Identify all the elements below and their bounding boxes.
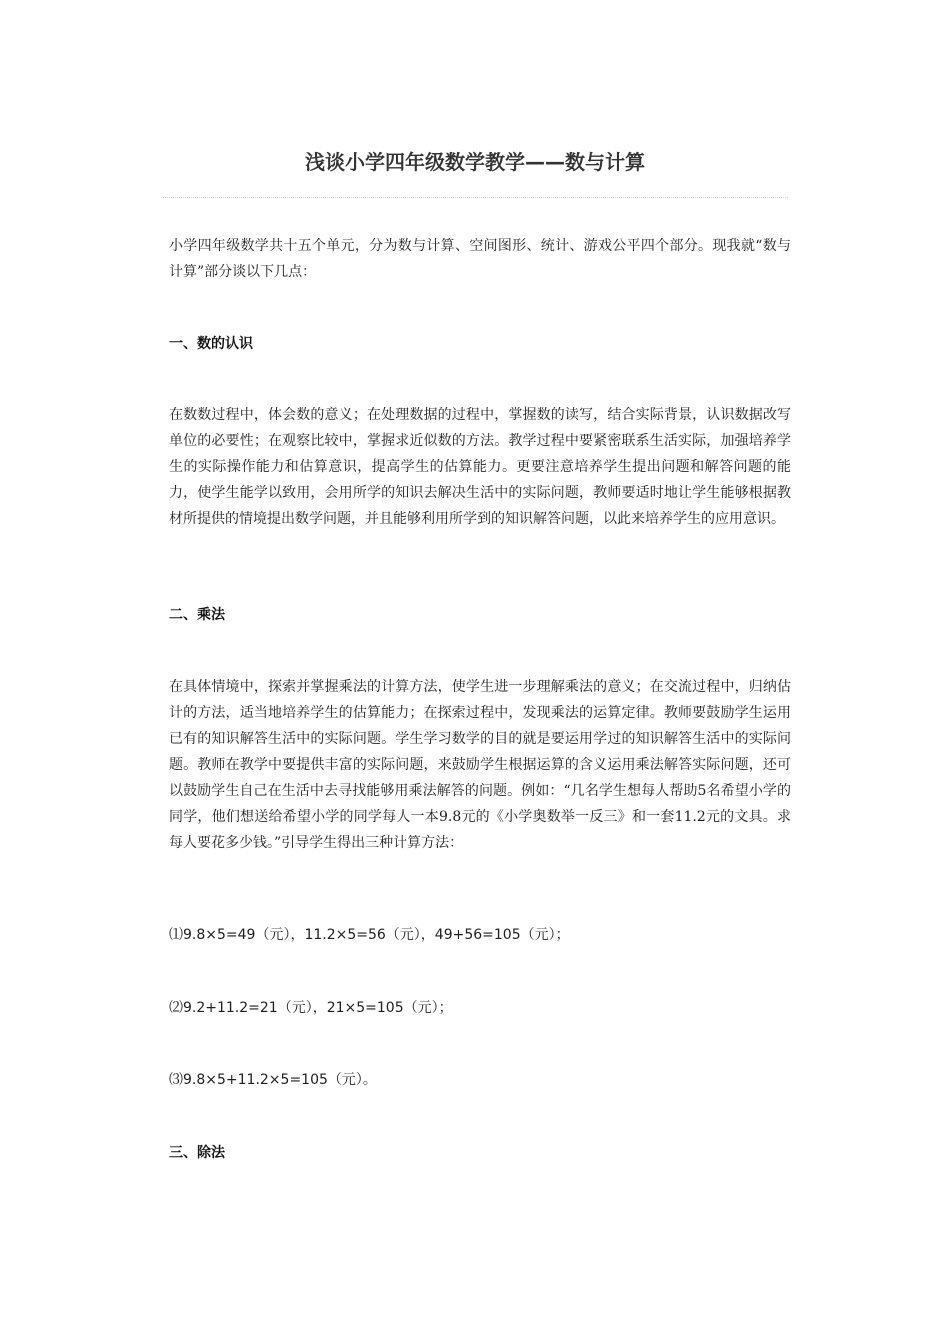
section-body-multiplication: 在具体情境中，探索并掌握乘法的计算方法，使学生进一步理解乘法的意义；在交流过程中，归纳估计的方法，适当地培养学生的估算能力；在探索过程中，发现乘法的运算定律。教师要鼓励学生运用已有的知识解答生活中的实际问题。学生学习数学的目的就是要运用学过的知识解答生活中的实际问题。教师在教学中要提供丰富的实际问题，来鼓励学生根据运算的含义运用乘法解答实际问题，还可以鼓励学生自己在生活中去寻找能够用乘法解答的问题。例如：“几名学生想每人帮助5名希望小学的同学，他们想送给希望小学的同学每人一本9.8元的《小学奥数举一反三》和一套11.2元的文具。求每人要花多少钱。”引导学生得出三种计算方法：: [169, 679, 791, 851]
calculation-method-3: ⑶9.8×5+11.2×5=105（元）。: [169, 1072, 377, 1088]
calculation-method-2: ⑵9.2+11.2=21（元），21×5=105（元）；: [169, 1000, 453, 1016]
page-title: 浅谈小学四年级数学教学——数与计算: [305, 150, 645, 174]
intro-paragraph: 小学四年级数学共十五个单元，分为数与计算、空间图形、统计、游戏公平四个部分。现我就“数与计算”部分谈以下几点：: [169, 238, 791, 280]
title-divider: [163, 197, 788, 198]
section-body-number-recognition: 在数数过程中，体会数的意义；在处理数据的过程中，掌握数的读写，结合实际背景，认识数据改写单位的必要性；在观察比较中，掌握求近似数的方法。教学过程中要紧密联系生活实际，加强培养学生的实际操作能力和估算意识，提高学生的估算能力。更要注意培养学生提出问题和解答问题的能力，使学生能学以致用，会用所学的知识去解决生活中的实际问题，教师要适时地让学生能够根据教材所提供的情境提出数学问题，并且能够利用所学到的知识解答问题，以此来培养学生的应用意识。: [169, 407, 791, 527]
calculation-method-1: ⑴9.8×5=49（元），11.2×5=56（元），49+56=105（元）；: [169, 927, 570, 943]
section-heading-division: 三、除法: [169, 1145, 225, 1161]
section-heading-number-recognition: 一、数的认识: [169, 336, 253, 352]
section-heading-multiplication: 二、乘法: [169, 607, 225, 623]
